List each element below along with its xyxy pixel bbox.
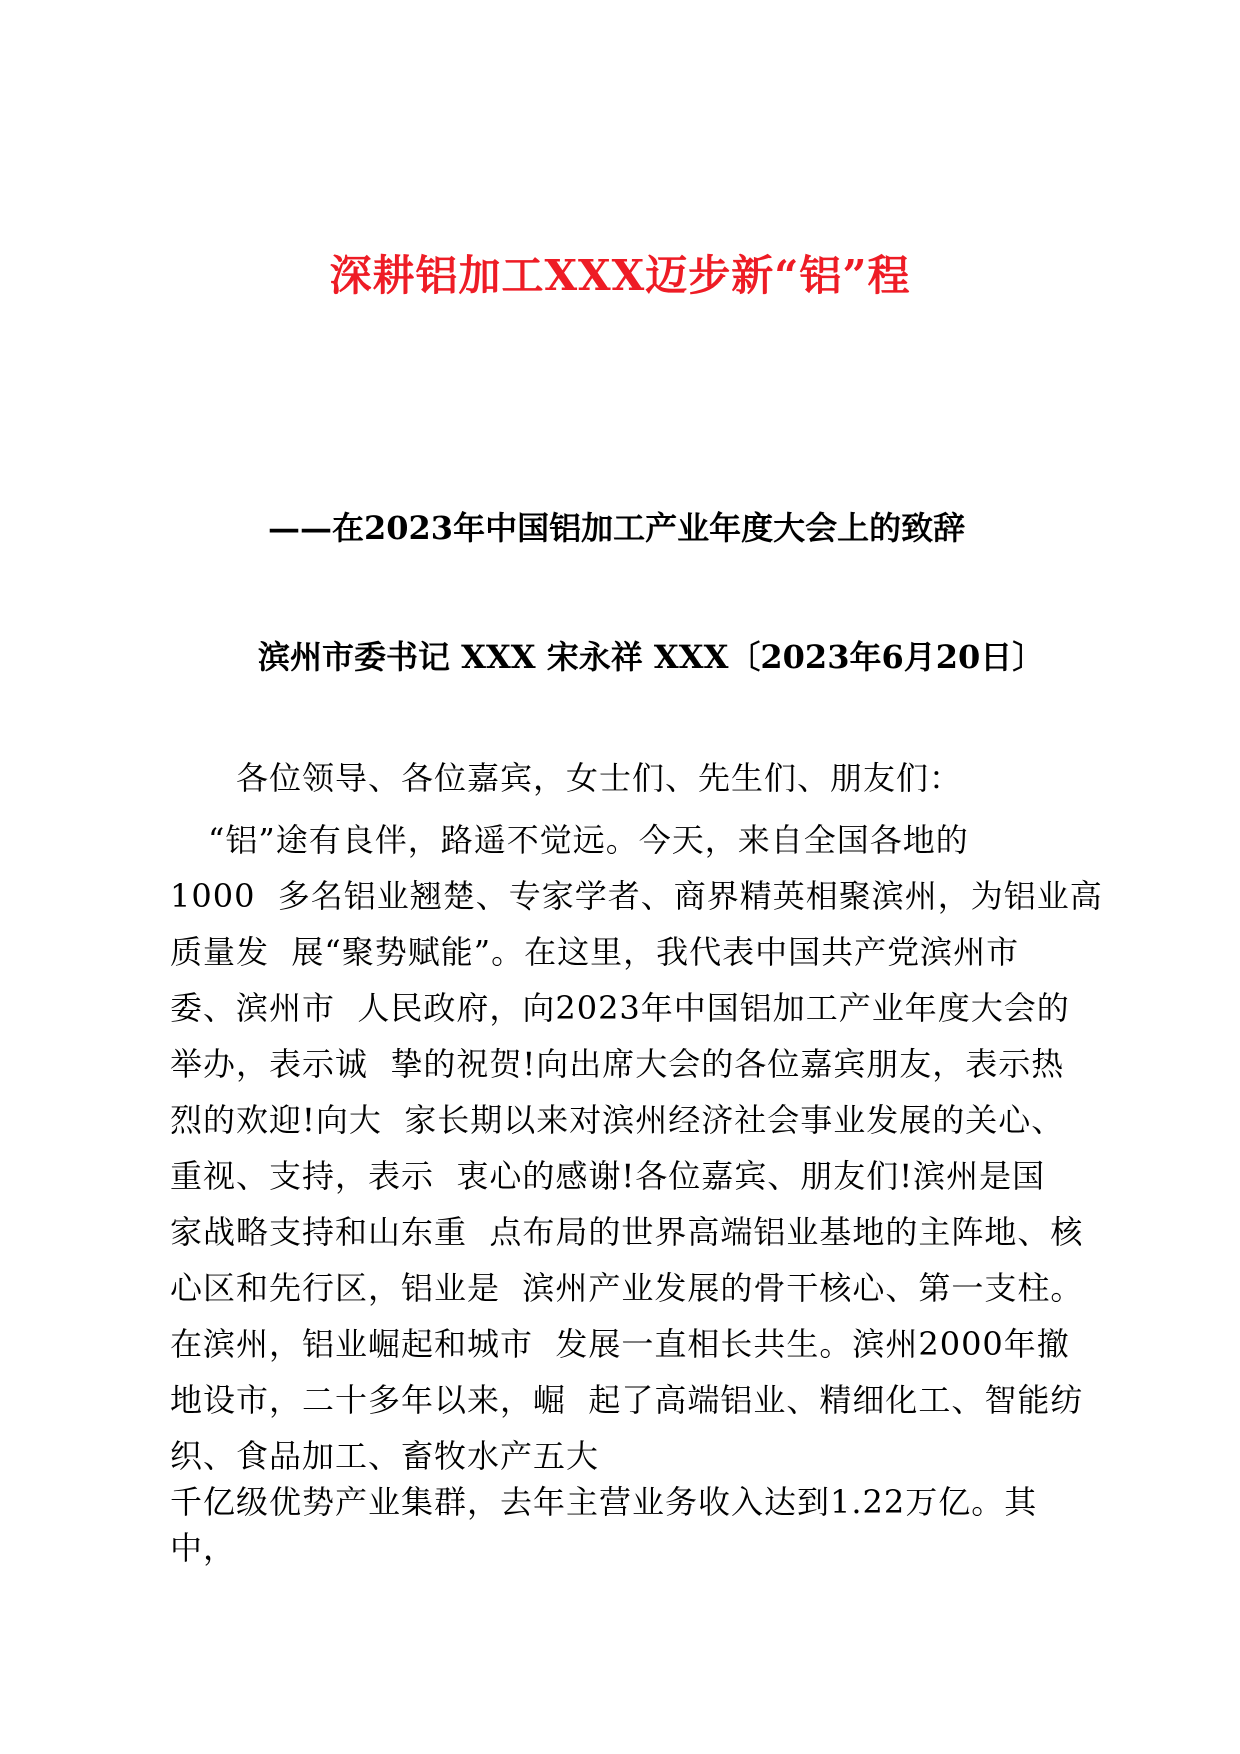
body-line: 烈的欢迎!向大 家长期以来对滨州经济社会事业发展的关心、	[170, 1101, 1065, 1139]
body-line: 在滨州，铝业崛起和城市 发展一直相长共生。滨州2000年撤	[170, 1325, 1070, 1363]
document-subtitle: ——在2023年中国铝加工产业年度大会上的致辞	[268, 509, 966, 547]
body-line: 家战略支持和山东重 点布局的世界高端铝业基地的主阵地、核	[170, 1213, 1084, 1251]
body-line: 中，	[170, 1529, 237, 1567]
body-line: 地设市，二十多年以来，崛 起了高端铝业、精细化工、智能纺	[170, 1381, 1084, 1419]
body-line: 心区和先行区，铝业是 滨州产业发展的骨干核心、第一支柱。	[170, 1269, 1084, 1307]
body-line: 重视、支持，表示 衷心的感谢!各位嘉宾、朋友们!滨州是国	[170, 1157, 1046, 1195]
body-line: 1000 多名铝业翘楚、专家学者、商界精英相聚滨州，为铝业高	[170, 877, 1103, 915]
body-line: 千亿级优势产业集群，去年主营业务收入达到1.22万亿。其	[170, 1483, 1038, 1521]
body-line: 举办，表示诚 挚的祝贺!向出席大会的各位嘉宾朋友，表示热	[170, 1045, 1065, 1083]
document-title: 深耕铝加工XXX迈步新“铝”程	[329, 251, 911, 300]
body-line: 委、滨州市 人民政府，向2023年中国铝加工产业年度大会的	[170, 989, 1070, 1027]
salutation: 各位领导、各位嘉宾，女士们、先生们、朋友们：	[236, 759, 963, 797]
body-text	[170, 812, 1103, 1566]
body-line: 质量发 展“聚势赋能”。在这里，我代表中国共产党滨州市	[170, 933, 1020, 971]
body-line: 织、食品加工、畜牧水产五大	[170, 1437, 600, 1475]
author-byline: 滨州市委书记 XXX 宋永祥 XXX〔2023年6月20日〕	[258, 638, 1045, 676]
body-line: “铝”途有良伴，路遥不觉远。今天，来自全国各地的	[208, 821, 969, 859]
